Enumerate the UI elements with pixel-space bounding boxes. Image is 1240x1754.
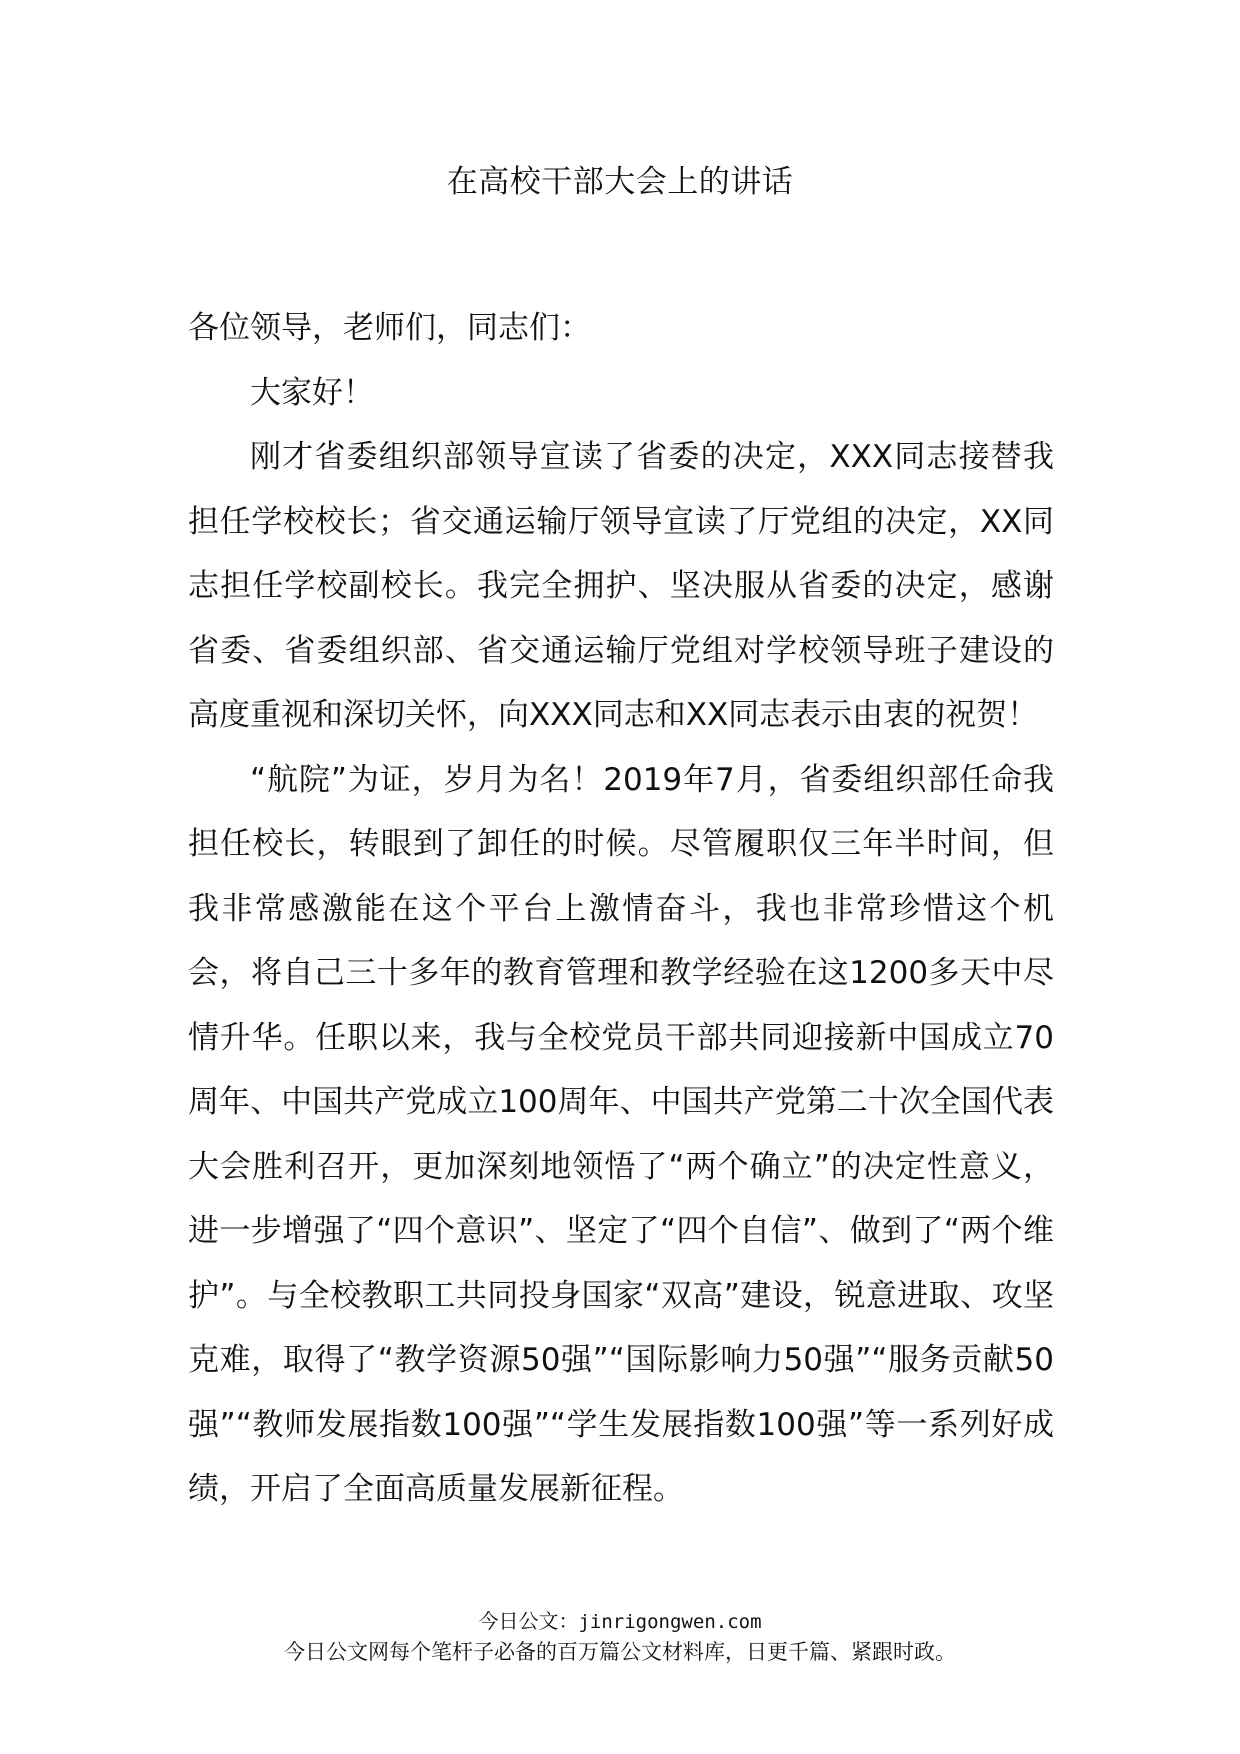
greeting: 大家好！: [250, 374, 374, 411]
footer-site-link[interactable]: jinrigongwen.com: [578, 1611, 762, 1633]
footer-label: 今日公文：: [478, 1609, 579, 1633]
footer-source: [0, 1608, 1240, 1635]
paragraph-2: “航院”为证，岁月为名！2019年7月，省委组织部任命我担任校长，转眼到了卸任的时候。尽管履职仅三年半时间，但我非常感激能在这个平台上激情奋斗，我也非常珍惜这个机会，将自己三十多年的教育管理和教学经验在这1200多天中尽情升华。任职以来，我与全校党员干部共同迎接新中国成立70周年、中国共产党成立100周年、中国共产党第二十次全国代表大会胜利召开，更加深刻地领悟了“两个确立”的决定性意义，进一步增强了“四个意识”、坚定了“四个自信”、做到了“两个维护”。与全校教职工共同投身国家“双高”建设，锐意进取、攻坚克难，取得了“教学资源50强”“国际影响力50强”“服务贡献50强”“教师发展指数100强”“学生发展指数100强”等一系列好成绩，开启了全面高质量发展新征程。: [188, 761, 1054, 1507]
salutation: 各位领导，老师们，同志们：: [188, 310, 591, 346]
paragraph-1: 刚才省委组织部领导宣读了省委的决定，XXX同志接替我担任学校校长；省交通运输厅领导宣读了厅党组的决定，XX同志担任学校副校长。我完全拥护、坚决服从省委的决定，感谢省委、省委组织部、省交通运输厅党组对学校领导班子建设的高度重视和深切关怀，向XXX同志和XX同志表示由衷的祝贺！: [188, 439, 1054, 733]
document-title: 在高校干部大会上的讲话: [446, 164, 794, 200]
footer-tagline: 今日公文网每个笔杆子必备的百万篇公文材料库，日更千篇、紧跟时政。: [284, 1640, 956, 1664]
document-body: [188, 296, 1054, 1522]
